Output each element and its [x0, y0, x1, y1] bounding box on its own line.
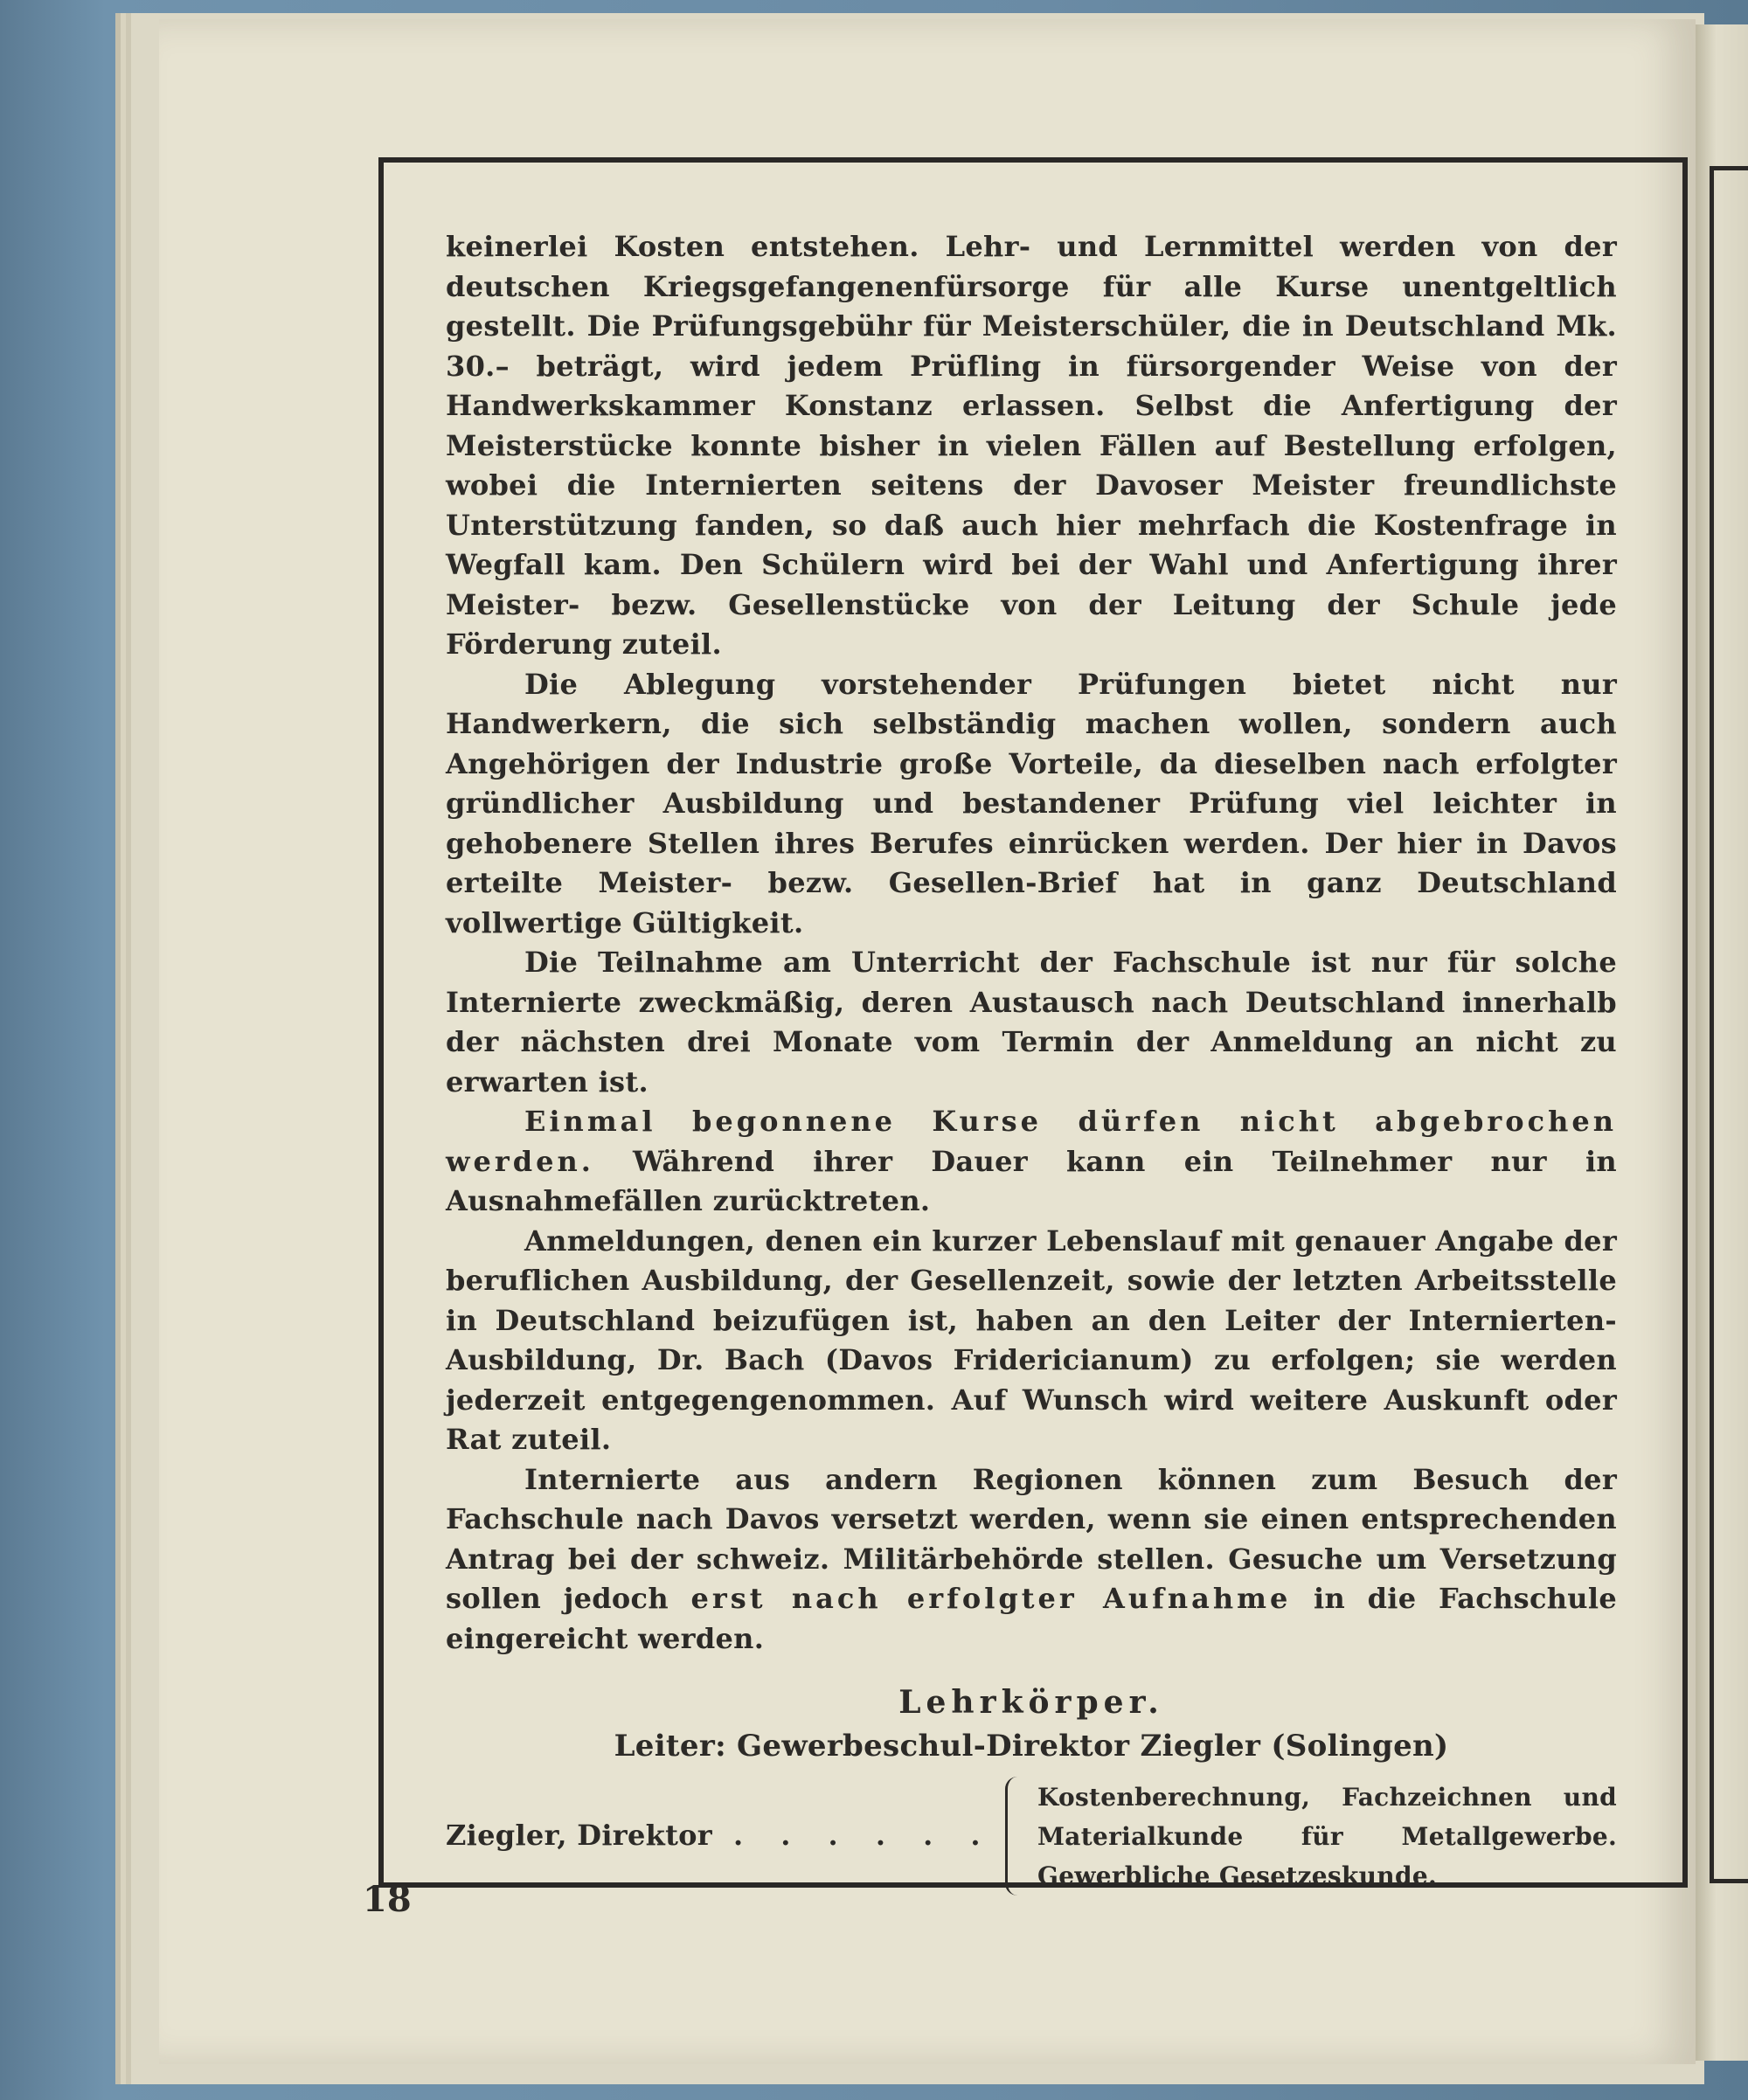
paragraph-participation: Die Teilnahme am Unterricht der Fachschule ist nur für solche Internierte zweckmäßig, deren Austausch nach Deutschland innerhalb der nächsten drei Monate vom Termin der Anmeldung an nicht zu erwarten ist. — [446, 946, 1617, 1099]
staff-member-row — [446, 1777, 1617, 1896]
paragraph-costs: keinerlei Kosten entstehen. Lehr- und Lernmittel werden von der deutschen Kriegsgefangenenfürsorge für alle Kurse unentgeltlich gestellt. Die Prüfungsgebühr für Meisterschüler, die in Deutschland Mk. 30.– beträgt, wird jedem Prüfling in fürsorgender Weise von der Handwerkskammer Konstanz erlassen. Selbst die Anfertigung der Meisterstücke konnte bisher in vielen Fällen auf Bestellung erfolgen, wobei die Internierten seitens der Davoser Meister freundlichste Unterstützung fanden, so daß auch hier mehrfach die Kostenfrage in Wegfall kam. Den Schülern wird bei der Wahl und Anfertigung ihrer Meister- bezw. Gesellenstücke von der Leitung der Schule jede Förderung zuteil. — [446, 230, 1617, 661]
facing-page-frame — [1710, 166, 1748, 1883]
spaced-emphasis: Einmal begonnene Kurse dürfen nicht abgebrochen werden. — [446, 1105, 1617, 1178]
staff-member-name: Ziegler, Direktor — [446, 1819, 712, 1853]
staff-heading: Lehrkörper. — [898, 1684, 1164, 1721]
staff-member-name-cell — [446, 1816, 1005, 1856]
paragraph-courses-rest: Während ihrer Dauer kann ein Teilnehmer nur in Ausnahmefällen zurücktreten. — [446, 1144, 1617, 1217]
staff-member-subjects: Kostenberechnung, Fachzeichnen und Materialkunde für Metallgewerbe. Gewerbliche Gesetzeskunde. — [1037, 1782, 1617, 1890]
transfer-text-end: in die Fachschule eingereicht werden. — [446, 1582, 1617, 1655]
page-number: 18 — [363, 1879, 412, 1920]
staff-leader-line: Leiter: Gewerbeschul-Direktor Ziegler (Solingen) — [614, 1728, 1449, 1764]
paragraph-transfer — [446, 1460, 1617, 1660]
paragraph-courses-not-interrupted — [446, 1102, 1617, 1222]
paragraph-exam-benefits: Die Ablegung vorstehender Prüfungen bietet nicht nur Handwerkern, die sich selbständig machen wollen, sondern auch Angehörigen der Industrie große Vorteile, da dieselben nach erfolgter gründlicher Ausbildung und bestandener Prüfung viel leichter in gehobenere Stellen ihres Berufes einrücken werden. Der hier in Davos erteilte Meister- bezw. Gesellen-Brief hat in ganz Deutschland vollwertige Gültigkeit. — [446, 667, 1617, 939]
transfer-text-start: Internierte aus andern Regionen können zum Besuch der Fachschule nach Davos versetzt werden, wenn sie einen entsprechenden Antrag bei der schweiz. Militärbehörde stellen. Gesuche um Versetzung sollen jedoch — [446, 1462, 1617, 1615]
paragraph-registrations: Anmeldungen, denen ein kurzer Lebenslauf mit genauer Angabe der beruflichen Ausbildung, der Gesellenzeit, sowie der letzten Arbeitsstelle in Deutschland beizufügen ist, haben an den Leiter der Internierten-Ausbildung, Dr. Bach (Davos Fridericianum) zu erfolgen; sie werden jederzeit entgegengenommen. Auf Wunsch wird weitere Auskunft oder Rat zuteil. — [446, 1223, 1617, 1456]
staff-leader-dots: . . . . . . — [732, 1819, 995, 1853]
curly-brace-icon — [1005, 1777, 1027, 1896]
page-text-block — [446, 227, 1617, 1896]
transfer-spaced-emphasis: erst nach erfolgter Aufnahme — [690, 1582, 1292, 1615]
